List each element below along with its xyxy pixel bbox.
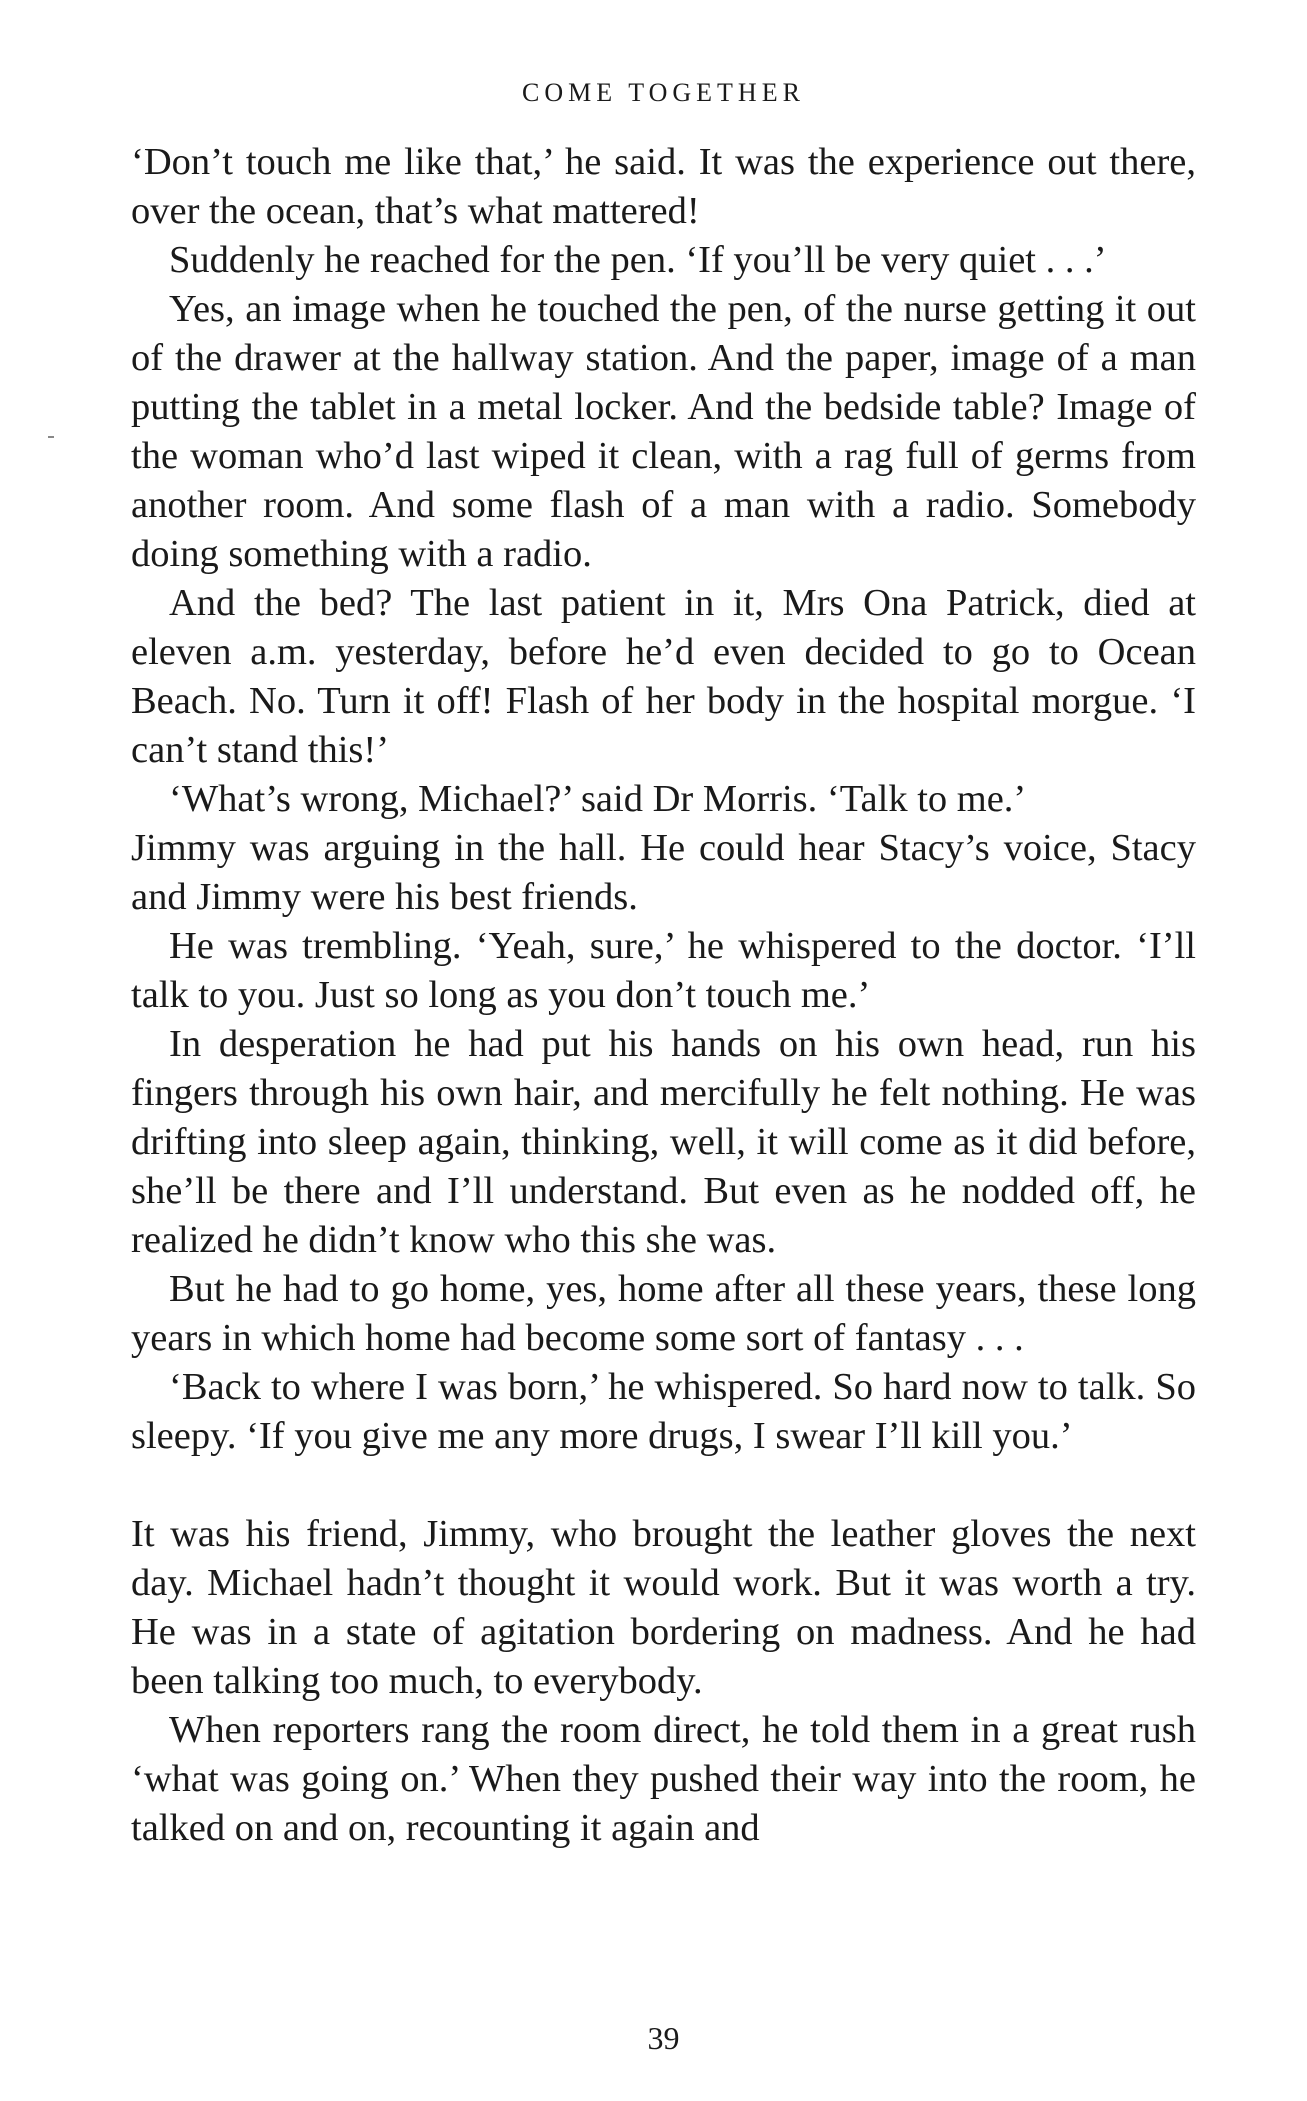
running-head: COME TOGETHER (522, 78, 805, 107)
paragraph: ‘Back to where I was born,’ he whispered. So hard now to talk. So sleepy. ‘If you give me any more drugs, I swear I’ll kill you.’ (131, 1366, 1196, 1457)
paragraph: Jimmy was arguing in the hall. He could hear Stacy’s voice, Stacy and Jimmy were his best friends. (131, 827, 1196, 918)
stray-mark (48, 436, 54, 438)
paragraph: And the bed? The last patient in it, Mrs Ona Patrick, died at eleven a.m. yesterday, before he’d even decided to go to Ocean Beach. No. Turn it off! Flash of her body in the hospital morgue. ‘I can’t stand this!’ (131, 582, 1196, 771)
book-page (131, 0, 1196, 2101)
paragraph: In desperation he had put his hands on his own head, run his fingers through his own hair, and mercifully he felt nothing. He was drifting into sleep again, thinking, well, it will come as it did before, she’ll be there and I’ll understand. But even as he nodded off, he realized he didn’t know who this she was. (131, 1023, 1196, 1261)
body-text (131, 138, 1196, 1853)
paragraph: When reporters rang the room direct, he told them in a great rush ‘what was going on.’ When they pushed their way into the room, he talked on and on, recounting it again and (131, 1709, 1196, 1849)
paragraph: Yes, an image when he touched the pen, of the nurse getting it out of the drawer at the hallway station. And the paper, image of a man putting the tablet in a metal locker. And the bedside table? Image of the woman who’d last wiped it clean, with a rag full of germs from another room. And some flash of a man with a radio. Somebody doing something with a radio. (131, 288, 1196, 575)
paragraph: ‘Don’t touch me like that,’ he said. It was the experience out there, over the ocean, that’s what mattered! (131, 141, 1196, 232)
paragraph: Suddenly he reached for the pen. ‘If you’ll be very quiet . . .’ (169, 239, 1107, 281)
paragraph: But he had to go home, yes, home after all these years, these long years in which home had become some sort of fantasy . . . (131, 1268, 1196, 1359)
paragraph: ‘What’s wrong, Michael?’ said Dr Morris. ‘Talk to me.’ (169, 778, 1027, 820)
paragraph: It was his friend, Jimmy, who brought the leather gloves the next day. Michael hadn’t thought it would work. But it was worth a try. He was in a state of agitation bordering on madness. And he had been talking too much, to everybody. (131, 1513, 1196, 1702)
page-number: 39 (647, 2020, 680, 2056)
paragraph: He was trembling. ‘Yeah, sure,’ he whispered to the doctor. ‘I’ll talk to you. Just so long as you don’t touch me.’ (131, 925, 1196, 1016)
